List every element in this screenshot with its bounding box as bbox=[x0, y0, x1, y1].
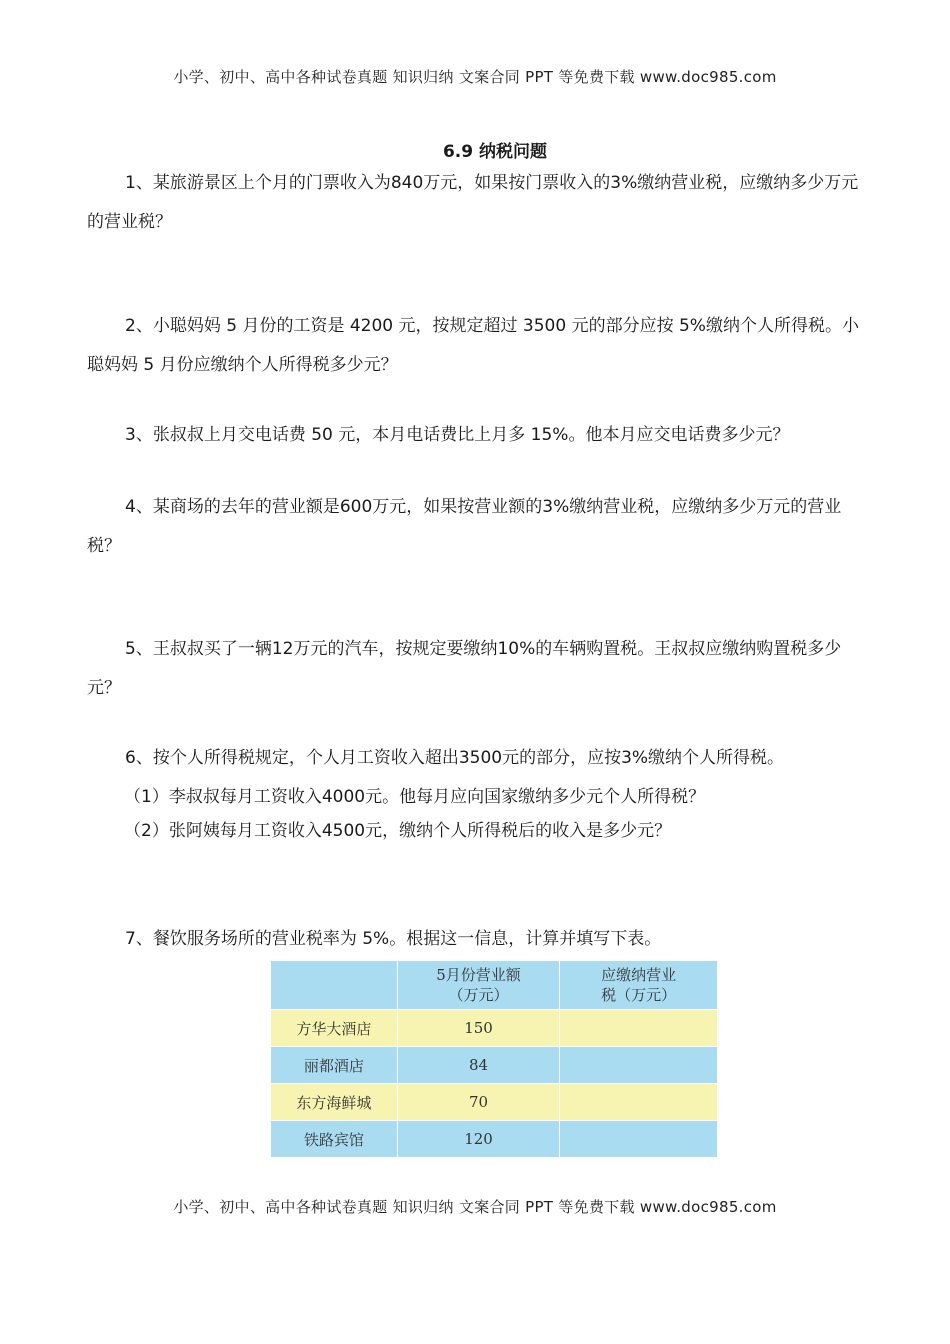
header-revenue-line1: 5月份营业额 bbox=[436, 966, 521, 984]
row-tax-blank bbox=[560, 1084, 718, 1121]
row-revenue: 120 bbox=[397, 1121, 560, 1158]
question-6-part-2: （2）张阿姨每月工资收入4500元，缴纳个人所得税后的收入是多少元？ bbox=[124, 821, 672, 841]
row-name: 方华大酒店 bbox=[271, 1010, 398, 1047]
header-tax-line1: 应缴纳营业 bbox=[601, 966, 677, 984]
row-tax-blank bbox=[560, 1047, 718, 1084]
question-4 bbox=[87, 488, 867, 566]
header-tax bbox=[560, 961, 718, 1010]
question-7-text: 7、餐饮服务场所的营业税率为 5%。根据这一信息，计算并填写下表。 bbox=[125, 929, 662, 949]
question-2 bbox=[87, 307, 867, 385]
row-revenue: 70 bbox=[397, 1084, 560, 1121]
page-header: 小学、初中、高中各种试卷真题 知识归纳 文案合同 PPT 等免费下载 www.doc985.com bbox=[173, 68, 777, 86]
question-1 bbox=[87, 164, 867, 242]
row-revenue: 150 bbox=[397, 1010, 560, 1047]
question-3 bbox=[87, 416, 867, 455]
tax-table bbox=[270, 960, 718, 1158]
row-tax-blank bbox=[560, 1121, 718, 1158]
header-tax-line2: 税（万元） bbox=[601, 986, 677, 1004]
question-4-text: 4、某商场的去年的营业额是600万元，如果按营业额的3%缴纳营业税，应缴纳多少万元的营业税？ bbox=[87, 497, 842, 556]
question-5 bbox=[87, 630, 867, 708]
table-header-row bbox=[271, 961, 718, 1010]
row-name: 丽都酒店 bbox=[271, 1047, 398, 1084]
header-revenue-line2: （万元） bbox=[448, 986, 509, 1004]
row-tax-blank bbox=[560, 1010, 718, 1047]
page-title: 6.9 纳税问题 bbox=[442, 142, 548, 162]
question-6-text: 6、按个人所得税规定，个人月工资收入超出3500元的部分，应按3%缴纳个人所得税。 bbox=[125, 748, 785, 768]
question-6 bbox=[87, 739, 867, 778]
table-row bbox=[271, 1010, 718, 1047]
row-revenue: 84 bbox=[397, 1047, 560, 1084]
table-row bbox=[271, 1084, 718, 1121]
table-row bbox=[271, 1047, 718, 1084]
header-empty bbox=[271, 961, 398, 1010]
page-footer: 小学、初中、高中各种试卷真题 知识归纳 文案合同 PPT 等免费下载 www.doc985.com bbox=[173, 1198, 777, 1216]
question-1-text: 1、某旅游景区上个月的门票收入为840万元，如果按门票收入的3%缴纳营业税，应缴纳多少万元的营业税？ bbox=[87, 173, 859, 232]
table-row bbox=[271, 1121, 718, 1158]
row-name: 铁路宾馆 bbox=[271, 1121, 398, 1158]
question-3-text: 3、张叔叔上月交电话费 50 元，本月电话费比上月多 15%。他本月应交电话费多少元？ bbox=[125, 425, 790, 445]
question-2-text: 2、小聪妈妈 5 月份的工资是 4200 元，按规定超过 3500 元的部分应按 5%缴纳个人所得税。小聪妈妈 5 月份应缴纳个人所得税多少元？ bbox=[87, 316, 859, 375]
header-revenue bbox=[397, 961, 560, 1010]
question-7 bbox=[87, 920, 867, 959]
question-5-text: 5、王叔叔买了一辆12万元的汽车，按规定要缴纳10%的车辆购置税。王叔叔应缴纳购置税多少元？ bbox=[87, 639, 842, 698]
row-name: 东方海鲜城 bbox=[271, 1084, 398, 1121]
question-6-part-1: （1）李叔叔每月工资收入4000元。他每月应向国家缴纳多少元个人所得税？ bbox=[124, 787, 706, 807]
